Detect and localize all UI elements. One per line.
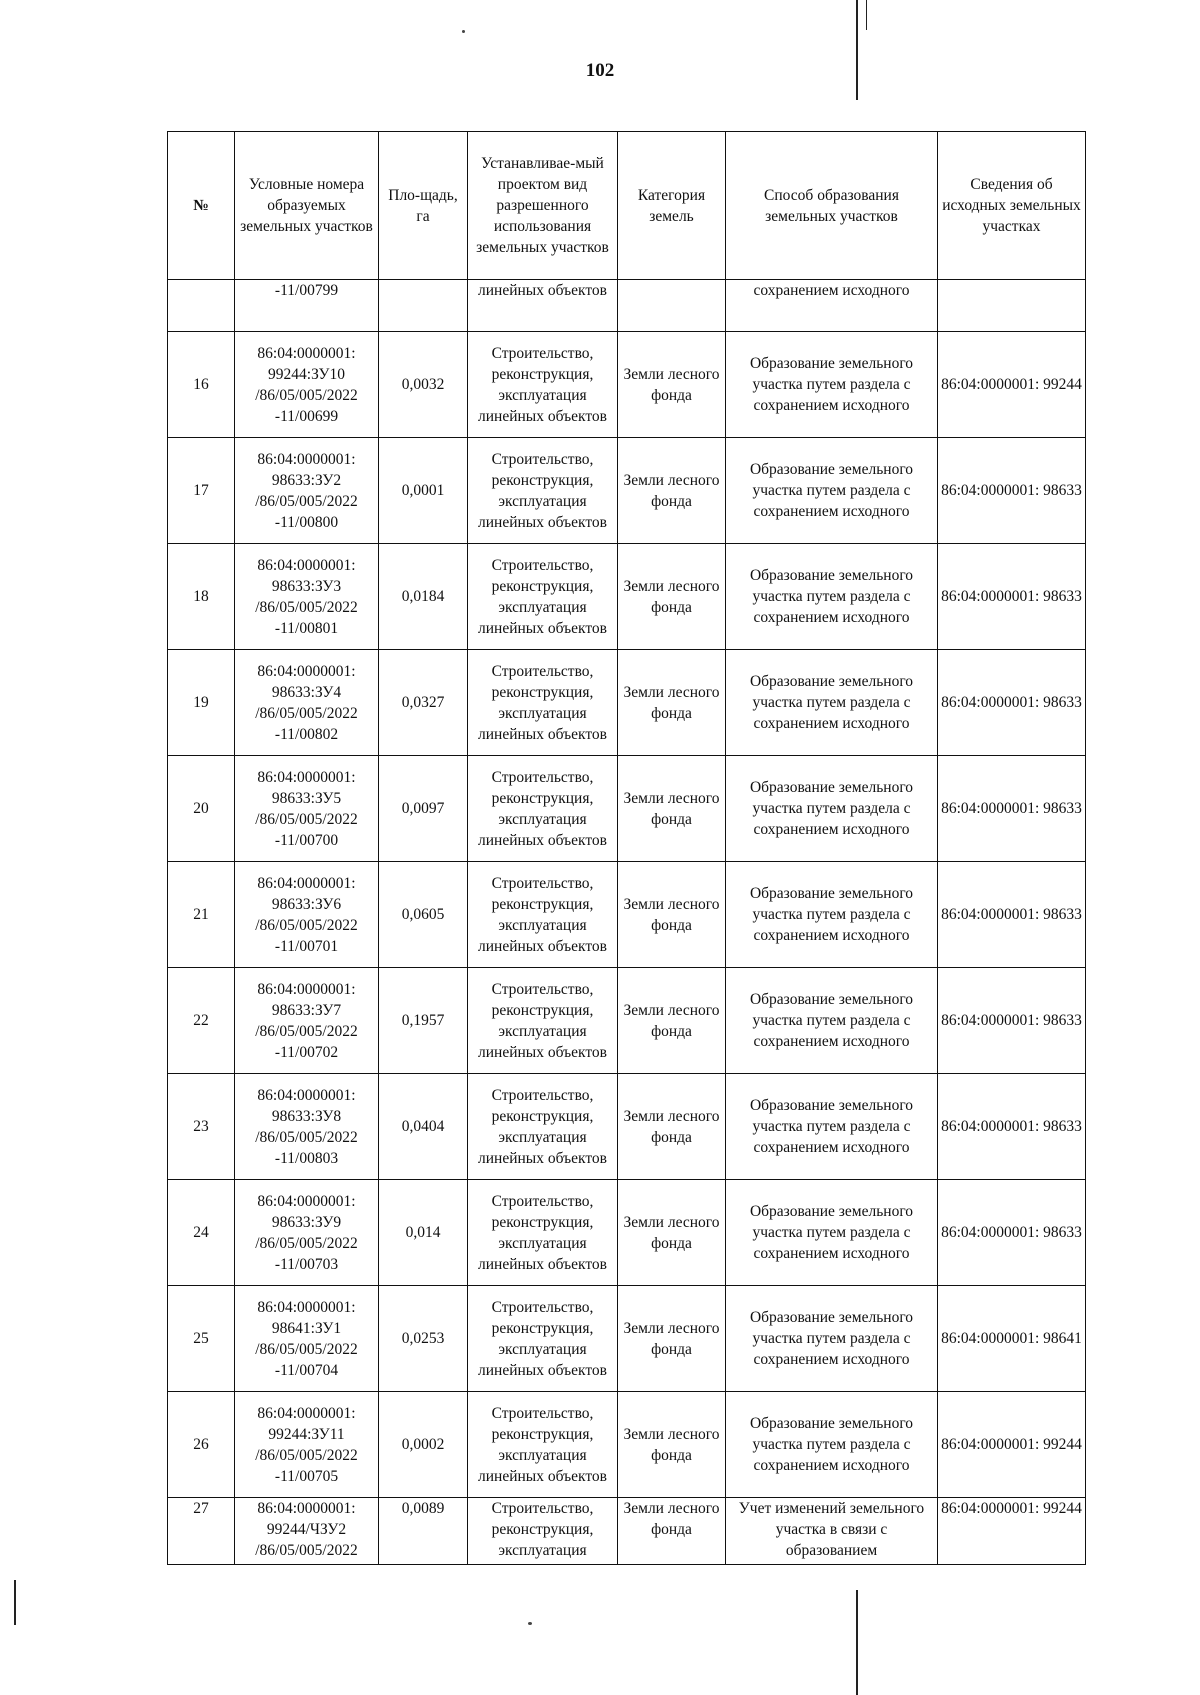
cell-number: 25 xyxy=(168,1286,235,1392)
cell-area: 0,014 xyxy=(379,1180,468,1286)
table-row xyxy=(168,968,1086,1074)
cell-category: Земли лесного фонда xyxy=(618,1286,726,1392)
scan-artifact-dot xyxy=(462,30,465,33)
cell-number: 19 xyxy=(168,650,235,756)
table-row xyxy=(168,862,1086,968)
cell-use: Строительство, реконструкция, эксплуатация линейных объектов xyxy=(468,332,618,438)
cell-use: Строительство, реконструкция, эксплуатация линейных объектов xyxy=(468,1074,618,1180)
cell-number: 27 xyxy=(168,1498,235,1565)
cell-source xyxy=(938,280,1086,332)
table-row xyxy=(168,1392,1086,1498)
table-row xyxy=(168,1498,1086,1565)
cell-method: Образование земельного участка путем раздела с сохранением исходного xyxy=(726,1180,938,1286)
header-number: № xyxy=(168,132,235,280)
cell-number: 20 xyxy=(168,756,235,862)
cell-number xyxy=(168,280,235,332)
cell-area xyxy=(379,280,468,332)
cell-area: 0,0327 xyxy=(379,650,468,756)
cell-category: Земли лесного фонда xyxy=(618,862,726,968)
cell-cadastral: 86:04:0000001: 99244:ЗУ10 /86/05/005/2022 -11/00699 xyxy=(235,332,379,438)
cell-cadastral: 86:04:0000001: 98633:ЗУ8 /86/05/005/2022 -11/00803 xyxy=(235,1074,379,1180)
cell-method: Образование земельного участка путем раздела с сохранением исходного xyxy=(726,332,938,438)
cell-cadastral: 86:04:0000001: 98641:ЗУ1 /86/05/005/2022 -11/00704 xyxy=(235,1286,379,1392)
table-header-row xyxy=(168,132,1086,280)
header-cadastral-numbers: Условные номера образуемых земельных участков xyxy=(235,132,379,280)
cell-method: Образование земельного участка путем раздела с сохранением исходного xyxy=(726,544,938,650)
table-row xyxy=(168,1286,1086,1392)
cell-category xyxy=(618,280,726,332)
header-formation-method: Способ образования земельных участков xyxy=(726,132,938,280)
cell-number: 16 xyxy=(168,332,235,438)
cell-method: Образование земельного участка путем раздела с сохранением исходного xyxy=(726,438,938,544)
cell-category: Земли лесного фонда xyxy=(618,332,726,438)
cell-cadastral: 86:04:0000001: 98633:ЗУ2 /86/05/005/2022 -11/00800 xyxy=(235,438,379,544)
cell-use: линейных объектов xyxy=(468,280,618,332)
cell-area: 0,0001 xyxy=(379,438,468,544)
cell-use: Строительство, реконструкция, эксплуатация линейных объектов xyxy=(468,650,618,756)
cell-method: Образование земельного участка путем раздела с сохранением исходного xyxy=(726,862,938,968)
cell-source: 86:04:0000001: 98633 xyxy=(938,1180,1086,1286)
scan-artifact-line xyxy=(866,0,867,30)
cell-use: Строительство, реконструкция, эксплуатация линейных объектов xyxy=(468,862,618,968)
cell-number: 23 xyxy=(168,1074,235,1180)
cell-source: 86:04:0000001: 98633 xyxy=(938,438,1086,544)
cell-number: 21 xyxy=(168,862,235,968)
cell-area: 0,0097 xyxy=(379,756,468,862)
header-land-category: Категория земель xyxy=(618,132,726,280)
scan-artifact-line xyxy=(856,0,858,100)
cell-area: 0,0002 xyxy=(379,1392,468,1498)
cell-category: Земли лесного фонда xyxy=(618,650,726,756)
cell-use: Строительство, реконструкция, эксплуатация линейных объектов xyxy=(468,756,618,862)
land-plots-table xyxy=(167,131,1086,1565)
cell-use: Строительство, реконструкция, эксплуатация линейных объектов xyxy=(468,438,618,544)
cell-category: Земли лесного фонда xyxy=(618,544,726,650)
cell-use: Строительство, реконструкция, эксплуатация линейных объектов xyxy=(468,544,618,650)
cell-method: Учет изменений земельного участка в связи с образованием xyxy=(726,1498,938,1565)
scan-artifact-line xyxy=(14,1580,16,1625)
cell-source: 86:04:0000001: 99244 xyxy=(938,332,1086,438)
cell-source: 86:04:0000001: 99244 xyxy=(938,1498,1086,1565)
table-row xyxy=(168,332,1086,438)
cell-category: Земли лесного фонда xyxy=(618,968,726,1074)
cell-number: 18 xyxy=(168,544,235,650)
cell-area: 0,0089 xyxy=(379,1498,468,1565)
cell-number: 17 xyxy=(168,438,235,544)
cell-cadastral: 86:04:0000001: 98633:ЗУ9 /86/05/005/2022 -11/00703 xyxy=(235,1180,379,1286)
cell-category: Земли лесного фонда xyxy=(618,438,726,544)
cell-use: Строительство, реконструкция, эксплуатация линейных объектов xyxy=(468,1286,618,1392)
table-row-continuation xyxy=(168,280,1086,332)
cell-cadastral: 86:04:0000001: 98633:ЗУ3 /86/05/005/2022 -11/00801 xyxy=(235,544,379,650)
header-source-plots: Сведения об исходных земельных участках xyxy=(938,132,1086,280)
table-row xyxy=(168,650,1086,756)
cell-method: Образование земельного участка путем раздела с сохранением исходного xyxy=(726,1074,938,1180)
header-permitted-use: Устанавливае-мый проектом вид разрешенного использования земельных участков xyxy=(468,132,618,280)
cell-number: 24 xyxy=(168,1180,235,1286)
cell-category: Земли лесного фонда xyxy=(618,756,726,862)
cell-number: 26 xyxy=(168,1392,235,1498)
cell-number: 22 xyxy=(168,968,235,1074)
cell-category: Земли лесного фонда xyxy=(618,1392,726,1498)
table-row xyxy=(168,1180,1086,1286)
scan-artifact-line xyxy=(856,1590,858,1695)
table-row xyxy=(168,1074,1086,1180)
cell-area: 0,1957 xyxy=(379,968,468,1074)
cell-cadastral: 86:04:0000001: 98633:ЗУ7 /86/05/005/2022 -11/00702 xyxy=(235,968,379,1074)
cell-area: 0,0032 xyxy=(379,332,468,438)
cell-category: Земли лесного фонда xyxy=(618,1180,726,1286)
cell-category: Земли лесного фонда xyxy=(618,1074,726,1180)
cell-cadastral: 86:04:0000001: 99244/ЧЗУ2 /86/05/005/2022 xyxy=(235,1498,379,1565)
cell-source: 86:04:0000001: 98633 xyxy=(938,968,1086,1074)
cell-source: 86:04:0000001: 98633 xyxy=(938,650,1086,756)
cell-area: 0,0253 xyxy=(379,1286,468,1392)
cell-cadastral: 86:04:0000001: 98633:ЗУ5 /86/05/005/2022 -11/00700 xyxy=(235,756,379,862)
cell-source: 86:04:0000001: 98633 xyxy=(938,544,1086,650)
cell-source: 86:04:0000001: 98633 xyxy=(938,1074,1086,1180)
cell-use: Строительство, реконструкция, эксплуатация xyxy=(468,1498,618,1565)
table-row xyxy=(168,756,1086,862)
cell-method: Образование земельного участка путем раздела с сохранением исходного xyxy=(726,1286,938,1392)
cell-source: 86:04:0000001: 98633 xyxy=(938,756,1086,862)
cell-area: 0,0404 xyxy=(379,1074,468,1180)
cell-source: 86:04:0000001: 98641 xyxy=(938,1286,1086,1392)
table-row xyxy=(168,438,1086,544)
page-number: 102 xyxy=(585,60,615,81)
cell-cadastral: -11/00799 xyxy=(235,280,379,332)
cell-area: 0,0184 xyxy=(379,544,468,650)
cell-method: Образование земельного участка путем раздела с сохранением исходного xyxy=(726,968,938,1074)
cell-use: Строительство, реконструкция, эксплуатация линейных объектов xyxy=(468,1180,618,1286)
cell-source: 86:04:0000001: 99244 xyxy=(938,1392,1086,1498)
table-row xyxy=(168,544,1086,650)
cell-method: сохранением исходного xyxy=(726,280,938,332)
cell-use: Строительство, реконструкция, эксплуатация линейных объектов xyxy=(468,1392,618,1498)
cell-area: 0,0605 xyxy=(379,862,468,968)
cell-method: Образование земельного участка путем раздела с сохранением исходного xyxy=(726,1392,938,1498)
cell-cadastral: 86:04:0000001: 99244:ЗУ11 /86/05/005/2022 -11/00705 xyxy=(235,1392,379,1498)
cell-cadastral: 86:04:0000001: 98633:ЗУ4 /86/05/005/2022 -11/00802 xyxy=(235,650,379,756)
cell-cadastral: 86:04:0000001: 98633:ЗУ6 /86/05/005/2022 -11/00701 xyxy=(235,862,379,968)
scan-artifact-dot xyxy=(528,1622,532,1625)
cell-method: Образование земельного участка путем раздела с сохранением исходного xyxy=(726,650,938,756)
cell-category: Земли лесного фонда xyxy=(618,1498,726,1565)
cell-source: 86:04:0000001: 98633 xyxy=(938,862,1086,968)
header-area: Пло-щадь, га xyxy=(379,132,468,280)
cell-method: Образование земельного участка путем раздела с сохранением исходного xyxy=(726,756,938,862)
cell-use: Строительство, реконструкция, эксплуатация линейных объектов xyxy=(468,968,618,1074)
